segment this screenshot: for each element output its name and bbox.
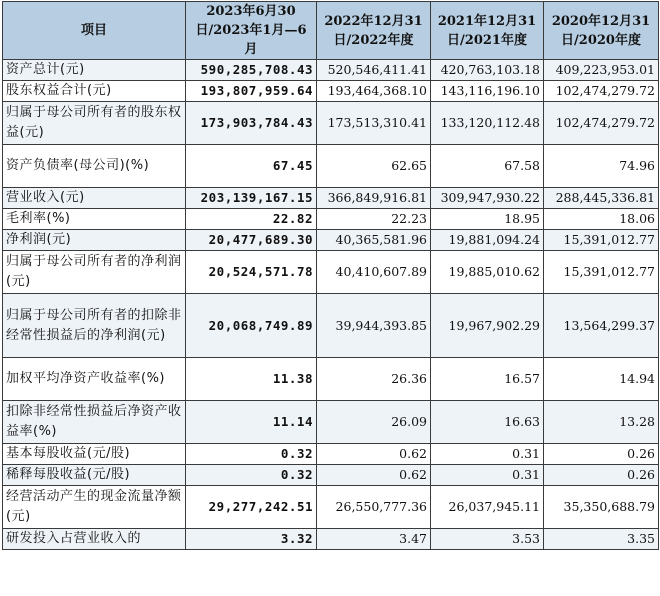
cell-value: 26.36 bbox=[317, 358, 431, 401]
cell-value: 203,139,167.15 bbox=[186, 188, 317, 209]
row-label: 资产总计(元) bbox=[3, 60, 186, 81]
row-label: 股东权益合计(元) bbox=[3, 81, 186, 102]
row-label: 稀释每股收益(元/股) bbox=[3, 465, 186, 486]
table-row bbox=[3, 529, 659, 550]
table-row bbox=[3, 444, 659, 465]
table-row bbox=[3, 145, 659, 188]
row-label: 资产负债率(母公司)(%) bbox=[3, 145, 186, 188]
cell-value: 0.62 bbox=[317, 444, 431, 465]
cell-value: 13.28 bbox=[544, 401, 659, 444]
financial-data-table bbox=[2, 1, 659, 550]
cell-value: 67.58 bbox=[431, 145, 544, 188]
cell-value: 13,564,299.37 bbox=[544, 294, 659, 358]
cell-value: 11.38 bbox=[186, 358, 317, 401]
cell-value: 3.32 bbox=[186, 529, 317, 550]
table-row bbox=[3, 358, 659, 401]
cell-value: 14.94 bbox=[544, 358, 659, 401]
row-label: 归属于母公司所有者的股东权益(元) bbox=[3, 102, 186, 145]
cell-value: 19,881,094.24 bbox=[431, 230, 544, 251]
table-row bbox=[3, 209, 659, 230]
cell-value: 19,967,902.29 bbox=[431, 294, 544, 358]
header-item: 项目 bbox=[3, 2, 186, 60]
cell-value: 20,068,749.89 bbox=[186, 294, 317, 358]
cell-value: 309,947,930.22 bbox=[431, 188, 544, 209]
cell-value: 40,365,581.96 bbox=[317, 230, 431, 251]
table-row bbox=[3, 102, 659, 145]
table-row bbox=[3, 230, 659, 251]
cell-value: 0.26 bbox=[544, 444, 659, 465]
header-2021: 2021年12月31日/2021年度 bbox=[431, 2, 544, 60]
cell-value: 133,120,112.48 bbox=[431, 102, 544, 145]
table-row bbox=[3, 188, 659, 209]
row-label: 研发投入占营业收入的 bbox=[3, 529, 186, 550]
cell-value: 29,277,242.51 bbox=[186, 486, 317, 529]
cell-value: 0.62 bbox=[317, 465, 431, 486]
table-row bbox=[3, 60, 659, 81]
cell-value: 193,807,959.64 bbox=[186, 81, 317, 102]
cell-value: 173,903,784.43 bbox=[186, 102, 317, 145]
cell-value: 26,037,945.11 bbox=[431, 486, 544, 529]
header-2022: 2022年12月31日/2022年度 bbox=[317, 2, 431, 60]
cell-value: 3.47 bbox=[317, 529, 431, 550]
table-row bbox=[3, 486, 659, 529]
row-label: 归属于母公司所有者的净利润(元) bbox=[3, 251, 186, 294]
cell-value: 0.32 bbox=[186, 465, 317, 486]
cell-value: 143,116,196.10 bbox=[431, 81, 544, 102]
table-row bbox=[3, 465, 659, 486]
cell-value: 18.95 bbox=[431, 209, 544, 230]
cell-value: 39,944,393.85 bbox=[317, 294, 431, 358]
cell-value: 3.53 bbox=[431, 529, 544, 550]
row-label: 毛利率(%) bbox=[3, 209, 186, 230]
cell-value: 0.32 bbox=[186, 444, 317, 465]
cell-value: 74.96 bbox=[544, 145, 659, 188]
cell-value: 26,550,777.36 bbox=[317, 486, 431, 529]
cell-value: 16.63 bbox=[431, 401, 544, 444]
table-row bbox=[3, 251, 659, 294]
cell-value: 40,410,607.89 bbox=[317, 251, 431, 294]
row-label: 净利润(元) bbox=[3, 230, 186, 251]
cell-value: 193,464,368.10 bbox=[317, 81, 431, 102]
cell-value: 67.45 bbox=[186, 145, 317, 188]
cell-value: 16.57 bbox=[431, 358, 544, 401]
row-label: 归属于母公司所有者的扣除非经常性损益后的净利润(元) bbox=[3, 294, 186, 358]
row-label: 扣除非经常性损益后净资产收益率(%) bbox=[3, 401, 186, 444]
cell-value: 590,285,708.43 bbox=[186, 60, 317, 81]
cell-value: 15,391,012.77 bbox=[544, 230, 659, 251]
cell-value: 20,524,571.78 bbox=[186, 251, 317, 294]
row-label: 经营活动产生的现金流量净额(元) bbox=[3, 486, 186, 529]
cell-value: 62.65 bbox=[317, 145, 431, 188]
table-header-row bbox=[3, 2, 659, 60]
cell-value: 173,513,310.41 bbox=[317, 102, 431, 145]
header-2020: 2020年12月31日/2020年度 bbox=[544, 2, 659, 60]
cell-value: 35,350,688.79 bbox=[544, 486, 659, 529]
cell-value: 18.06 bbox=[544, 209, 659, 230]
row-label: 营业收入(元) bbox=[3, 188, 186, 209]
cell-value: 366,849,916.81 bbox=[317, 188, 431, 209]
cell-value: 409,223,953.01 bbox=[544, 60, 659, 81]
cell-value: 19,885,010.62 bbox=[431, 251, 544, 294]
cell-value: 22.23 bbox=[317, 209, 431, 230]
cell-value: 22.82 bbox=[186, 209, 317, 230]
cell-value: 0.26 bbox=[544, 465, 659, 486]
cell-value: 420,763,103.18 bbox=[431, 60, 544, 81]
row-label: 加权平均净资产收益率(%) bbox=[3, 358, 186, 401]
cell-value: 520,546,411.41 bbox=[317, 60, 431, 81]
cell-value: 288,445,336.81 bbox=[544, 188, 659, 209]
cell-value: 102,474,279.72 bbox=[544, 81, 659, 102]
cell-value: 102,474,279.72 bbox=[544, 102, 659, 145]
cell-value: 20,477,689.30 bbox=[186, 230, 317, 251]
table-row bbox=[3, 81, 659, 102]
header-2023h1: 2023年6月30日/2023年1月—6月 bbox=[186, 2, 317, 60]
table-row bbox=[3, 294, 659, 358]
cell-value: 11.14 bbox=[186, 401, 317, 444]
cell-value: 3.35 bbox=[544, 529, 659, 550]
cell-value: 26.09 bbox=[317, 401, 431, 444]
table-row bbox=[3, 401, 659, 444]
cell-value: 15,391,012.77 bbox=[544, 251, 659, 294]
row-label: 基本每股收益(元/股) bbox=[3, 444, 186, 465]
cell-value: 0.31 bbox=[431, 444, 544, 465]
financial-table-container bbox=[2, 1, 658, 550]
cell-value: 0.31 bbox=[431, 465, 544, 486]
